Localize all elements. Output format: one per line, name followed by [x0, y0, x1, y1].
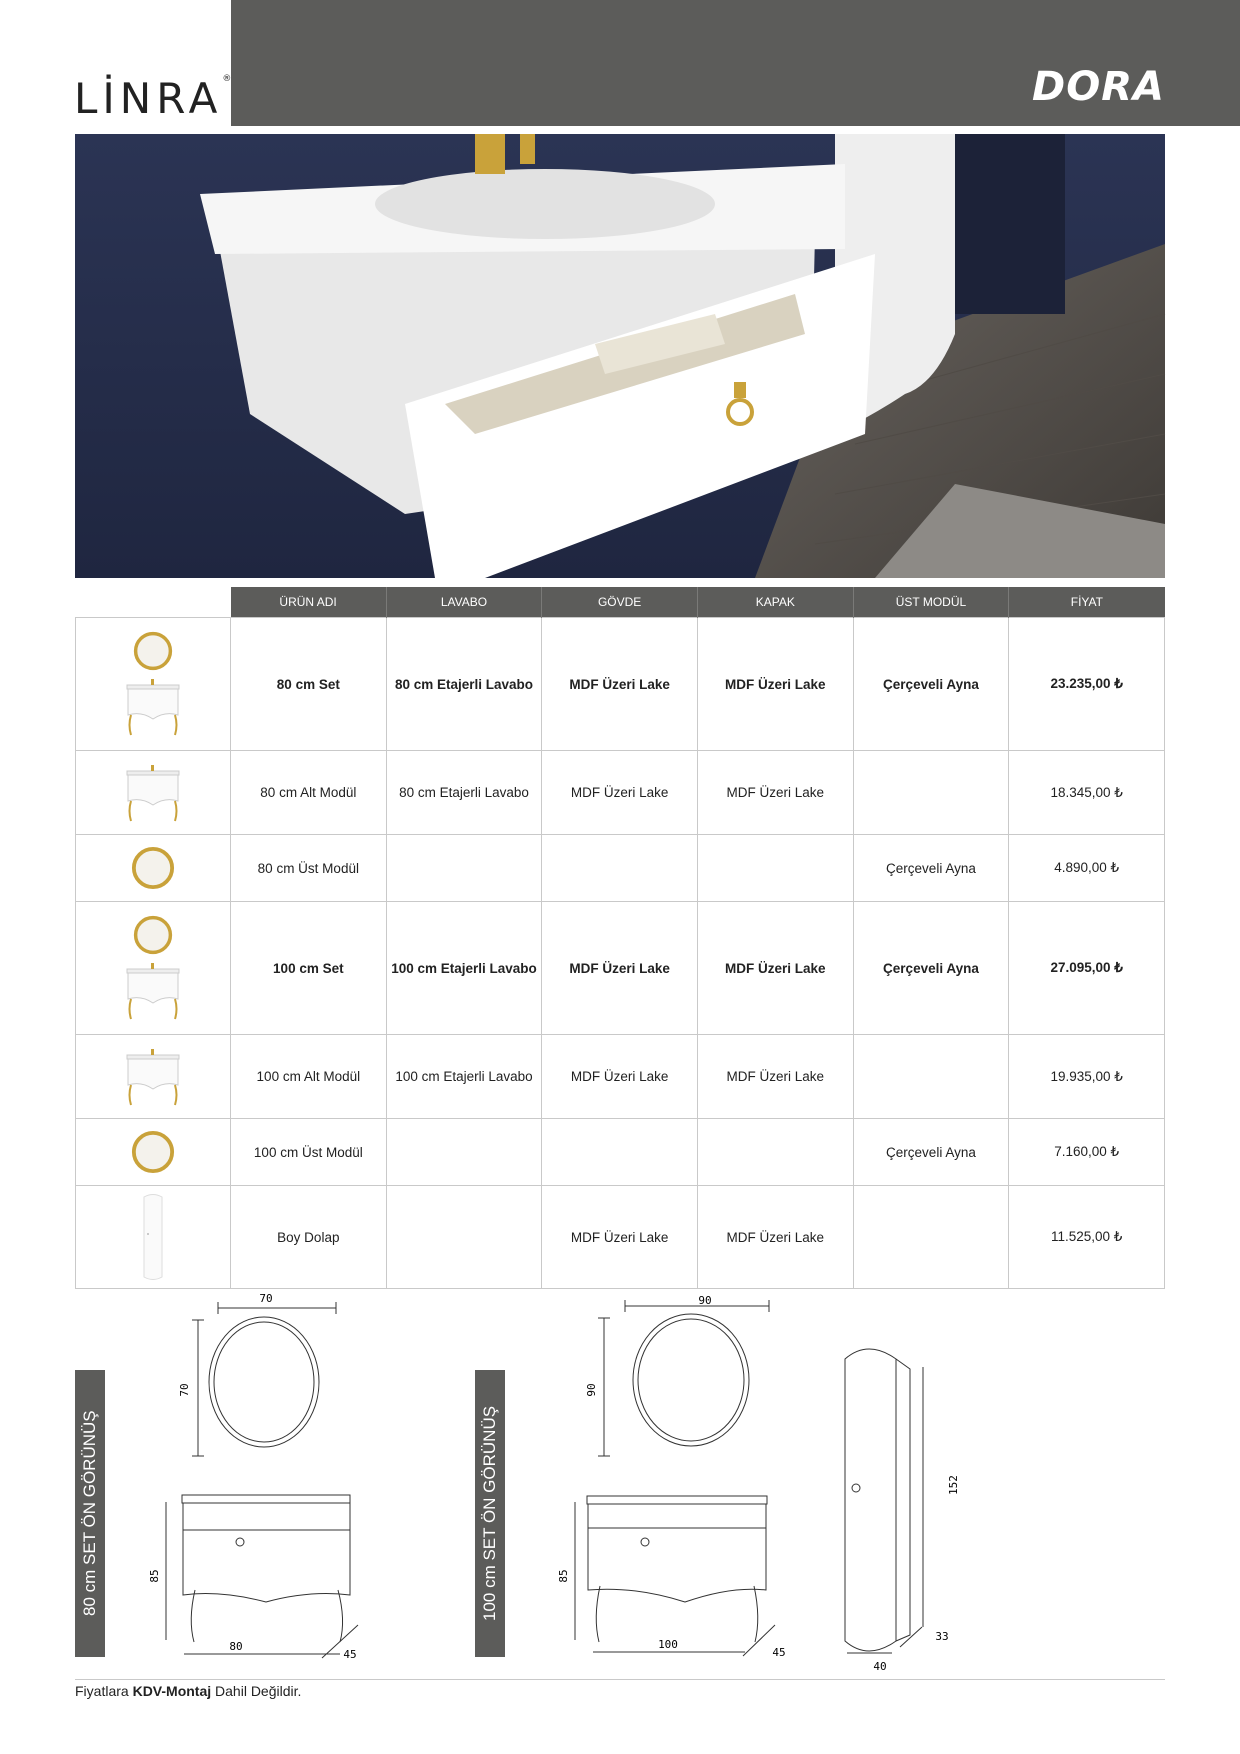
table-cell: 80 cm Etajerli Lavabo — [386, 618, 542, 751]
table-cell: 23.235,00 ₺ — [1009, 618, 1165, 751]
table-cell: 4.890,00 ₺ — [1009, 835, 1165, 902]
table-cell: 100 cm Etajerli Lavabo — [386, 902, 542, 1035]
set80-view-label: 80 cm SET ÖN GÖRÜNÜŞ — [75, 1370, 105, 1657]
product-name: DORA — [1032, 64, 1165, 110]
table-cell: Çerçeveli Ayna — [853, 902, 1009, 1035]
set-icon — [76, 618, 231, 751]
table-row — [76, 902, 1165, 1035]
set80-cabinet-depth: 45 — [343, 1648, 357, 1661]
table-cell: Boy Dolap — [231, 1186, 387, 1289]
footer-divider — [75, 1679, 1165, 1680]
table-cell: Çerçeveli Ayna — [853, 1119, 1009, 1186]
tall-cabinet-depth: 33 — [935, 1630, 949, 1643]
set100-cabinet-width: 100 — [658, 1638, 678, 1651]
table-cell — [853, 751, 1009, 835]
table-cell: 7.160,00 ₺ — [1009, 1119, 1165, 1186]
set80-mirror-width: 70 — [259, 1292, 273, 1305]
table-cell: MDF Üzeri Lake — [697, 751, 853, 835]
table-cell: 100 cm Etajerli Lavabo — [386, 1035, 542, 1119]
table-cell: 100 cm Alt Modül — [231, 1035, 387, 1119]
column-header: LAVABO — [386, 587, 542, 618]
set100-view-label: 100 cm SET ÖN GÖRÜNÜŞ — [475, 1370, 505, 1657]
table-cell: MDF Üzeri Lake — [697, 618, 853, 751]
set-icon — [76, 902, 231, 1035]
table-row — [76, 618, 1165, 751]
table-cell: MDF Üzeri Lake — [697, 1186, 853, 1289]
table-cell: MDF Üzeri Lake — [542, 618, 698, 751]
mirror-icon — [76, 1119, 231, 1186]
table-cell: MDF Üzeri Lake — [697, 902, 853, 1035]
cabinet-icon — [76, 1035, 231, 1119]
table-cell: Çerçeveli Ayna — [853, 618, 1009, 751]
column-header: GÖVDE — [542, 587, 698, 618]
table-cell: 27.095,00 ₺ — [1009, 902, 1165, 1035]
table-cell — [386, 1119, 542, 1186]
table-cell — [853, 1035, 1009, 1119]
set80-cabinet-height: 85 — [148, 1569, 161, 1583]
table-cell: MDF Üzeri Lake — [542, 1035, 698, 1119]
table-cell: Çerçeveli Ayna — [853, 835, 1009, 902]
table-cell: 80 cm Etajerli Lavabo — [386, 751, 542, 835]
set100-cabinet-depth: 45 — [772, 1646, 786, 1659]
table-cell: 100 cm Set — [231, 902, 387, 1035]
set100-mirror-width: 90 — [698, 1294, 712, 1307]
table-cell — [386, 1186, 542, 1289]
set100-cabinet-height: 85 — [557, 1569, 570, 1583]
table-header-row — [76, 587, 1165, 618]
table-row — [76, 1186, 1165, 1289]
table-cell: 100 cm Üst Modül — [231, 1119, 387, 1186]
table-cell: MDF Üzeri Lake — [542, 902, 698, 1035]
table-cell: MDF Üzeri Lake — [697, 1035, 853, 1119]
table-cell: 80 cm Set — [231, 618, 387, 751]
header-blank — [76, 587, 231, 618]
column-header: FİYAT — [1009, 587, 1165, 618]
set80-drawing — [140, 1290, 380, 1670]
table-row — [76, 835, 1165, 902]
table-row — [76, 751, 1165, 835]
set80-cabinet-width: 80 — [229, 1640, 243, 1653]
tall-cabinet-icon — [76, 1186, 231, 1289]
table-cell: MDF Üzeri Lake — [542, 751, 698, 835]
table-cell — [853, 1186, 1009, 1289]
table-row — [76, 1119, 1165, 1186]
set100-drawing — [555, 1290, 795, 1670]
price-table — [75, 587, 1165, 1289]
table-cell: MDF Üzeri Lake — [542, 1186, 698, 1289]
brand-logo: LİNRA® — [74, 74, 232, 123]
tall-cabinet-width: 40 — [873, 1660, 887, 1673]
table-cell: 80 cm Alt Modül — [231, 751, 387, 835]
column-header: KAPAK — [697, 587, 853, 618]
table-cell: 19.935,00 ₺ — [1009, 1035, 1165, 1119]
table-cell: 80 cm Üst Modül — [231, 835, 387, 902]
column-header: ÜRÜN ADI — [231, 587, 387, 618]
cabinet-icon — [76, 751, 231, 835]
tall-cabinet-drawing — [830, 1345, 980, 1673]
mirror-icon — [76, 835, 231, 902]
table-cell — [697, 1119, 853, 1186]
column-header: ÜST MODÜL — [853, 587, 1009, 618]
table-row — [76, 1035, 1165, 1119]
footer-note: Fiyatlara KDV-Montaj Dahil Değildir. — [75, 1683, 302, 1699]
product-photo — [75, 134, 1165, 578]
set80-mirror-height: 70 — [178, 1383, 191, 1397]
table-cell — [697, 835, 853, 902]
table-cell: 18.345,00 ₺ — [1009, 751, 1165, 835]
table-cell — [386, 835, 542, 902]
set100-mirror-height: 90 — [585, 1383, 598, 1397]
table-cell — [542, 1119, 698, 1186]
tall-cabinet-height: 152 — [947, 1475, 960, 1495]
table-cell — [542, 835, 698, 902]
table-cell: 11.525,00 ₺ — [1009, 1186, 1165, 1289]
